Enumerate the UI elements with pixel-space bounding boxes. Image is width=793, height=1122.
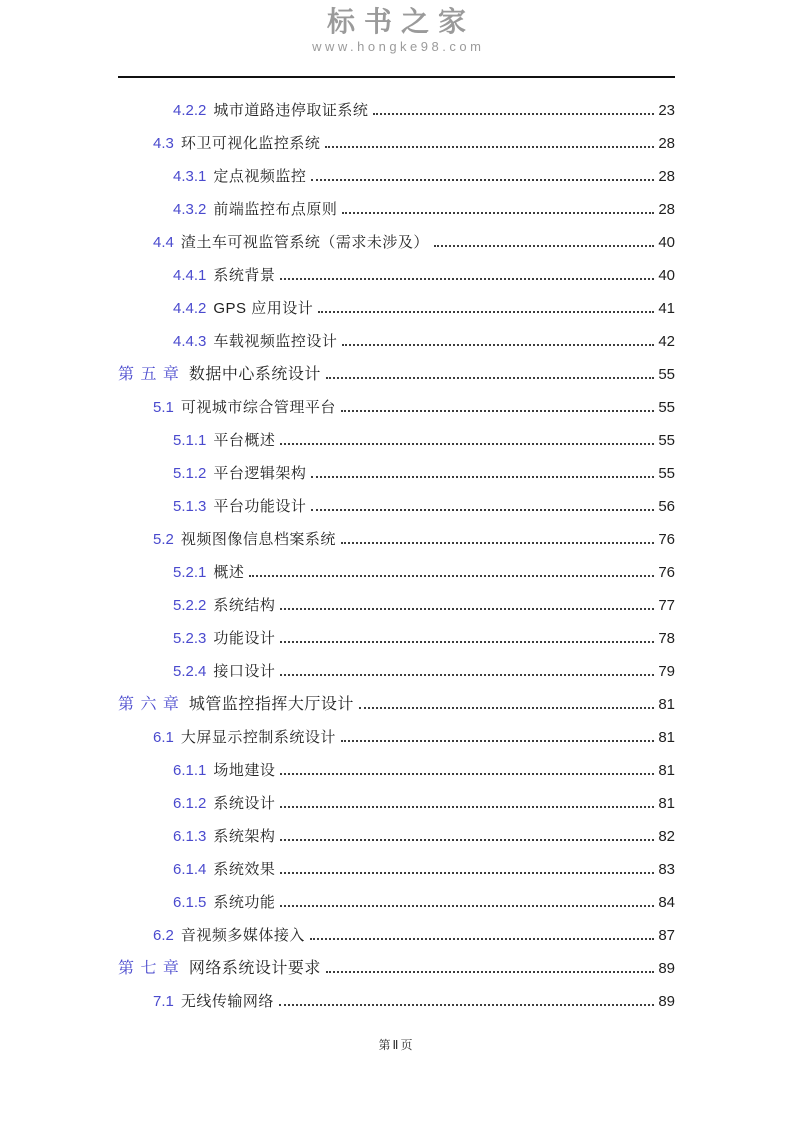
toc-leader-dots <box>280 278 654 280</box>
toc-entry-title: 平台功能设计 <box>213 498 307 515</box>
toc-leader-dots <box>279 1004 654 1006</box>
toc-leader-dots <box>318 311 654 313</box>
toc-entry-number: 第 六 章 <box>118 696 180 713</box>
toc-entry[interactable] <box>118 523 675 556</box>
toc-entry-page: 81 <box>658 729 675 746</box>
toc-entry[interactable] <box>118 226 675 259</box>
toc-entry-number: 6.1.3 <box>173 828 207 845</box>
toc-leader-dots <box>373 113 654 115</box>
toc-leader-dots <box>342 344 654 346</box>
toc-entry[interactable] <box>118 688 675 721</box>
toc-entry-number: 4.4 <box>153 234 174 251</box>
toc-leader-dots <box>325 146 654 148</box>
toc-entry-page: 76 <box>658 564 675 581</box>
toc-entry-title: 数据中心系统设计 <box>188 366 321 383</box>
toc-entry[interactable] <box>118 754 675 787</box>
toc-leader-dots <box>311 476 654 478</box>
toc-entry-page: 41 <box>658 300 675 317</box>
toc-entry[interactable] <box>118 886 675 919</box>
toc-entry-number: 6.1.2 <box>173 795 207 812</box>
toc-entry-number: 6.1.4 <box>173 861 207 878</box>
toc-entry-page: 89 <box>658 960 675 977</box>
toc-entry[interactable] <box>118 193 675 226</box>
toc-entry-page: 40 <box>658 267 675 284</box>
toc-leader-dots <box>280 773 654 775</box>
toc-entry-title: 定点视频监控 <box>213 168 307 185</box>
toc-entry-title: 城管监控指挥大厅设计 <box>188 696 354 713</box>
toc-leader-dots <box>341 542 654 544</box>
toc-entry-page: 81 <box>658 795 675 812</box>
toc-entry[interactable] <box>118 457 675 490</box>
toc-entry-page: 55 <box>658 465 675 482</box>
toc-leader-dots <box>341 410 654 412</box>
toc-entry[interactable] <box>118 589 675 622</box>
toc-leader-dots <box>326 377 654 379</box>
toc-leader-dots <box>280 905 654 907</box>
toc-entry-page: 89 <box>658 993 675 1010</box>
toc-entry-page: 40 <box>658 234 675 251</box>
toc-leader-dots <box>280 443 654 445</box>
toc-entry-page: 28 <box>658 168 675 185</box>
toc-leader-dots <box>310 938 654 940</box>
toc-entry-page: 55 <box>658 399 675 416</box>
toc-entry-number: 4.4.2 <box>173 300 207 317</box>
toc-entry[interactable] <box>118 358 675 391</box>
toc-entry-number: 第 七 章 <box>118 960 180 977</box>
toc-entry-title: 系统背景 <box>213 267 276 284</box>
toc-entry-number: 5.2.1 <box>173 564 207 581</box>
toc-entry-page: 82 <box>658 828 675 845</box>
toc-entry-number: 5.1.3 <box>173 498 207 515</box>
toc-entry-title: 环卫可视化监控系统 <box>180 135 321 152</box>
toc-leader-dots <box>341 740 654 742</box>
header-divider <box>118 76 675 78</box>
toc-entry-page: 84 <box>658 894 675 911</box>
toc-entry-page: 81 <box>658 696 675 713</box>
toc-entry-page: 23 <box>658 102 675 119</box>
toc-entry-title: 系统架构 <box>213 828 276 845</box>
toc-entry-number: 4.3.2 <box>173 201 207 218</box>
toc-entry-title: 场地建设 <box>213 762 276 779</box>
toc-entry[interactable] <box>118 556 675 589</box>
toc-entry-page: 78 <box>658 630 675 647</box>
toc-entry-number: 5.1.2 <box>173 465 207 482</box>
toc-entry-title: 大屏显示控制系统设计 <box>180 729 336 746</box>
toc-entry[interactable] <box>118 787 675 820</box>
toc-entry-number: 5.2 <box>153 531 174 548</box>
toc-entry-number: 7.1 <box>153 993 174 1010</box>
toc-entry-page: 87 <box>658 927 675 944</box>
toc-leader-dots <box>280 641 654 643</box>
toc-entry-page: 81 <box>658 762 675 779</box>
toc-entry-title: 网络系统设计要求 <box>188 960 321 977</box>
toc-entry-number: 5.2.2 <box>173 597 207 614</box>
toc-entry-number: 6.1.5 <box>173 894 207 911</box>
toc-entry-number: 5.1 <box>153 399 174 416</box>
toc-entry-title: 音视频多媒体接入 <box>180 927 305 944</box>
toc-entry-page: 42 <box>658 333 675 350</box>
toc-entry-page: 28 <box>658 135 675 152</box>
toc-entry-page: 79 <box>658 663 675 680</box>
toc-entry-number: 5.2.4 <box>173 663 207 680</box>
toc-leader-dots <box>342 212 654 214</box>
toc-entry[interactable] <box>118 292 675 325</box>
toc-entry-title: 城市道路违停取证系统 <box>213 102 369 119</box>
toc-entry-number: 第 五 章 <box>118 366 180 383</box>
toc-entry-title: 车载视频监控设计 <box>213 333 338 350</box>
toc-entry[interactable] <box>118 655 675 688</box>
toc-entry[interactable] <box>118 853 675 886</box>
page-number-label: 第Ⅱ页 <box>378 1038 415 1052</box>
toc-entry-title: 概述 <box>213 564 245 581</box>
toc-entry-title: 无线传输网络 <box>180 993 274 1010</box>
toc-entry-title: 平台逻辑架构 <box>213 465 307 482</box>
toc-entry-number: 6.1 <box>153 729 174 746</box>
toc-entry[interactable] <box>118 985 675 1018</box>
toc-entry-number: 4.4.3 <box>173 333 207 350</box>
toc-entry-page: 28 <box>658 201 675 218</box>
toc-entry-number: 6.2 <box>153 927 174 944</box>
toc-entry-page: 83 <box>658 861 675 878</box>
toc-entry[interactable] <box>118 127 675 160</box>
toc-entry-number: 4.2.2 <box>173 102 207 119</box>
toc-entry-title: 接口设计 <box>213 663 276 680</box>
toc-entry-number: 4.3 <box>153 135 174 152</box>
site-url: www.hongke98.com <box>312 39 485 54</box>
toc-leader-dots <box>280 608 654 610</box>
toc-entry-title: 平台概述 <box>213 432 276 449</box>
toc-entry[interactable] <box>118 721 675 754</box>
toc-entry[interactable] <box>118 820 675 853</box>
toc-entry-page: 77 <box>658 597 675 614</box>
toc-entry[interactable] <box>118 259 675 292</box>
toc-entry-title: 渣土车可视监管系统（需求未涉及） <box>180 234 429 251</box>
toc-entry-title: GPS 应用设计 <box>213 300 314 317</box>
toc-entry[interactable] <box>118 952 675 985</box>
toc-leader-dots <box>326 971 654 973</box>
toc-entry-title: 功能设计 <box>213 630 276 647</box>
toc-leader-dots <box>249 575 654 577</box>
toc-entry-title: 系统结构 <box>213 597 276 614</box>
toc-entry-number: 5.1.1 <box>173 432 207 449</box>
toc-leader-dots <box>311 179 654 181</box>
toc-entry[interactable] <box>118 919 675 952</box>
toc-entry-title: 视频图像信息档案系统 <box>180 531 336 548</box>
toc-entry-page: 56 <box>658 498 675 515</box>
toc-entry-title: 系统功能 <box>213 894 276 911</box>
toc-entry[interactable] <box>118 94 675 127</box>
site-logo: 标书之家 <box>326 6 475 37</box>
toc-entry-number: 5.2.3 <box>173 630 207 647</box>
page-footer <box>0 1036 793 1053</box>
toc-entry-title: 可视城市综合管理平台 <box>180 399 336 416</box>
toc-entry[interactable] <box>118 391 675 424</box>
toc-entry-page: 76 <box>658 531 675 548</box>
toc-entry-title: 系统设计 <box>213 795 276 812</box>
toc-leader-dots <box>311 509 654 511</box>
toc-entry[interactable] <box>118 160 675 193</box>
toc-entry-title: 系统效果 <box>213 861 276 878</box>
toc-leader-dots <box>280 806 654 808</box>
toc-entry-page: 55 <box>658 432 675 449</box>
toc-entry-page: 55 <box>658 366 675 383</box>
toc-entry-number: 4.3.1 <box>173 168 207 185</box>
table-of-contents <box>118 94 675 1018</box>
toc-leader-dots <box>359 707 654 709</box>
toc-entry-title: 前端监控布点原则 <box>213 201 338 218</box>
toc-entry[interactable] <box>118 424 675 457</box>
toc-leader-dots <box>280 674 654 676</box>
toc-entry-number: 6.1.1 <box>173 762 207 779</box>
toc-entry[interactable] <box>118 622 675 655</box>
toc-leader-dots <box>434 245 654 247</box>
page-header <box>0 0 793 55</box>
toc-leader-dots <box>280 839 654 841</box>
toc-entry-number: 4.4.1 <box>173 267 207 284</box>
toc-entry[interactable] <box>118 490 675 523</box>
toc-entry[interactable] <box>118 325 675 358</box>
toc-leader-dots <box>280 872 654 874</box>
